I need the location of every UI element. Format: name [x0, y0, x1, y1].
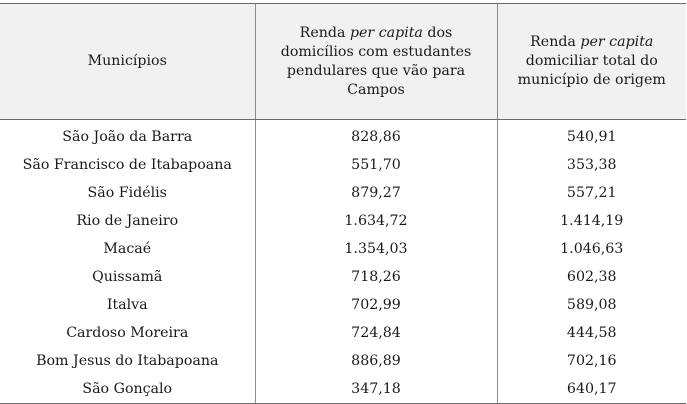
cell-renda-pendulares: 724,84 [255, 319, 497, 347]
table-row [0, 151, 686, 179]
cell-municipio: São João da Barra [0, 120, 255, 152]
cell-renda-total: 557,21 [497, 179, 686, 207]
income-table [0, 3, 686, 404]
table-row [0, 319, 686, 347]
header-renda-pendulares-suffix: dos domicílios com estudantes pendulares que vão para Campos [280, 24, 472, 98]
cell-renda-pendulares: 828,86 [255, 120, 497, 152]
cell-municipio: Italva [0, 291, 255, 319]
table-row [0, 347, 686, 375]
cell-renda-total: 702,16 [497, 347, 686, 375]
cell-renda-pendulares: 879,27 [255, 179, 497, 207]
table-row [0, 120, 686, 152]
cell-renda-total: 640,17 [497, 375, 686, 404]
header-renda-pendulares-prefix: Renda [299, 24, 350, 41]
header-renda-pendulares [255, 4, 497, 120]
table-body [0, 120, 686, 404]
header-renda-pendulares-italic: per capita [349, 24, 423, 41]
cell-renda-pendulares: 702,99 [255, 291, 497, 319]
cell-renda-pendulares: 718,26 [255, 263, 497, 291]
cell-renda-pendulares: 551,70 [255, 151, 497, 179]
cell-renda-pendulares: 1.354,03 [255, 235, 497, 263]
cell-municipio: Macaé [0, 235, 255, 263]
header-municipios: Municípios [0, 4, 255, 120]
cell-municipio: Quissamã [0, 263, 255, 291]
table-row [0, 235, 686, 263]
cell-renda-total: 540,91 [497, 120, 686, 152]
header-row [0, 4, 686, 120]
cell-municipio: Bom Jesus do Itabapoana [0, 347, 255, 375]
table-row [0, 263, 686, 291]
table-row [0, 375, 686, 404]
cell-municipio: Cardoso Moreira [0, 319, 255, 347]
table-row [0, 207, 686, 235]
table-row [0, 291, 686, 319]
table-row [0, 179, 686, 207]
cell-municipio: São Gonçalo [0, 375, 255, 404]
cell-renda-total: 1.414,19 [497, 207, 686, 235]
header-renda-total [497, 4, 686, 120]
header-renda-total-suffix: domiciliar total do município de origem [517, 53, 666, 88]
header-renda-total-prefix: Renda [530, 34, 581, 50]
cell-renda-pendulares: 347,18 [255, 375, 497, 404]
cell-renda-total: 602,38 [497, 263, 686, 291]
header-renda-total-italic: per capita [580, 34, 654, 50]
cell-municipio: São Francisco de Itabapoana [0, 151, 255, 179]
cell-municipio: Rio de Janeiro [0, 207, 255, 235]
cell-renda-total: 353,38 [497, 151, 686, 179]
cell-renda-total: 1.046,63 [497, 235, 686, 263]
cell-renda-pendulares: 1.634,72 [255, 207, 497, 235]
cell-renda-total: 589,08 [497, 291, 686, 319]
cell-renda-pendulares: 886,89 [255, 347, 497, 375]
cell-renda-total: 444,58 [497, 319, 686, 347]
table-header [0, 4, 686, 120]
cell-municipio: São Fidélis [0, 179, 255, 207]
